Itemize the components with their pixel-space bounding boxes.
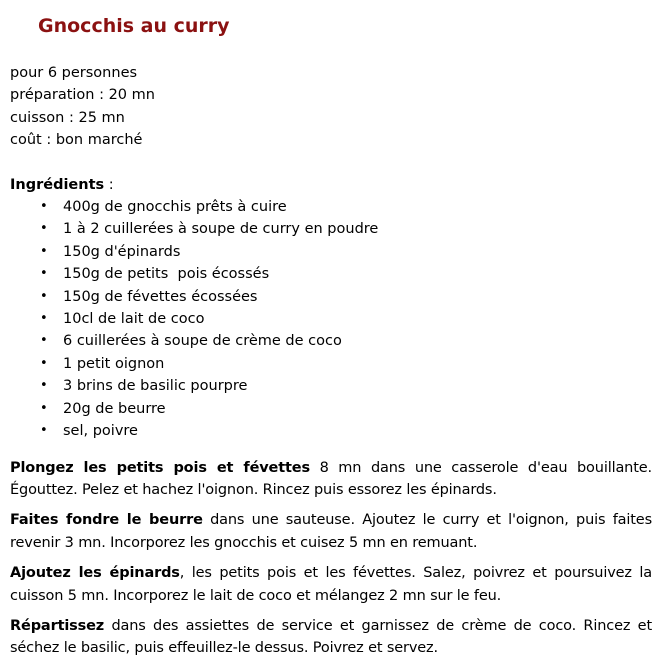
meta-preparation: préparation : 20 mn <box>10 87 155 104</box>
ingredient-item <box>10 263 652 285</box>
bullet-icon: • <box>40 221 48 237</box>
step-lead: Plongez les petits pois et févettes <box>10 459 310 476</box>
ingredient-text: 6 cuillerées à soupe de crème de coco <box>63 333 342 350</box>
ingredient-text: 150g d'épinards <box>63 243 181 260</box>
step-text: dans des assiettes de service et garnissez de crème de coco. Rincez et séchez le basilic, puis effeuillez-le dessus. Poivrez et servez. <box>10 617 652 657</box>
ingredients-list <box>10 196 652 442</box>
ingredient-item <box>10 375 652 397</box>
ingredients-heading-label: Ingrédients <box>10 176 105 193</box>
bullet-icon: • <box>40 311 48 327</box>
step-text: dans une sauteuse. Ajoutez le curry et l'oignon, puis faites revenir 3 mn. Incorporez les gnocchis et cuisez 5 mn en remuant. <box>10 512 652 551</box>
ingredient-text: 1 à 2 cuillerées à soupe de curry en poudre <box>63 221 379 238</box>
bullet-icon: • <box>40 199 48 215</box>
bullet-icon: • <box>40 355 48 371</box>
step-lead: Répartissez <box>10 617 105 634</box>
step-lead: Ajoutez les épinards <box>10 565 180 582</box>
ingredient-text: 3 brins de basilic pourpre <box>63 378 248 395</box>
ingredient-text: 20g de beurre <box>63 400 166 417</box>
ingredient-text: sel, poivre <box>63 423 138 440</box>
step-paragraph <box>10 509 652 554</box>
bullet-icon: • <box>40 423 48 439</box>
ingredient-item <box>10 218 652 240</box>
ingredient-text: 1 petit oignon <box>63 355 165 372</box>
bullet-icon: • <box>40 266 48 282</box>
step-paragraph <box>10 562 652 607</box>
bullet-icon: • <box>40 243 48 259</box>
ingredient-item <box>10 308 652 330</box>
meta-cost: coût : bon marché <box>10 132 143 149</box>
ingredient-item <box>10 196 652 218</box>
meta-cooking-time: cuisson : 25 mn <box>10 109 125 126</box>
step-paragraph <box>10 457 652 502</box>
recipe-steps <box>10 457 652 660</box>
bullet-icon: • <box>40 288 48 304</box>
ingredient-text: 150g de petits pois écossés <box>63 266 270 283</box>
bullet-icon: • <box>40 333 48 349</box>
step-lead: Faites fondre le beurre <box>10 512 203 529</box>
ingredients-heading-colon: : <box>104 176 114 193</box>
ingredient-item <box>10 398 652 420</box>
ingredient-item <box>10 353 652 375</box>
ingredient-item <box>10 241 652 263</box>
ingredient-item <box>10 286 652 308</box>
meta-servings: pour 6 personnes <box>10 65 138 81</box>
ingredient-item <box>10 420 652 442</box>
bullet-icon: • <box>40 378 48 394</box>
bullet-icon: • <box>40 400 48 416</box>
step-text: 8 mn dans une casserole d'eau bouillante. Égouttez. Pelez et hachez l'oignon. Rincez puis essorez les épinards. <box>10 459 652 498</box>
recipe-title: Gnocchis au curry <box>38 15 230 37</box>
ingredients-heading <box>10 174 652 196</box>
ingredient-text: 150g de févettes écossées <box>63 288 258 305</box>
ingredient-item <box>10 330 652 352</box>
step-paragraph <box>10 615 652 660</box>
recipe-page <box>10 0 652 668</box>
step-text: , les petits pois et les févettes. Salez, poivrez et poursuivez la cuisson 5 mn. Incorporez le lait de coco et mélangez 2 mn sur le feu. <box>10 565 652 604</box>
ingredient-text: 10cl de lait de coco <box>63 311 205 328</box>
recipe-meta <box>10 62 652 152</box>
ingredient-text: 400g de gnocchis prêts à cuire <box>63 199 287 216</box>
